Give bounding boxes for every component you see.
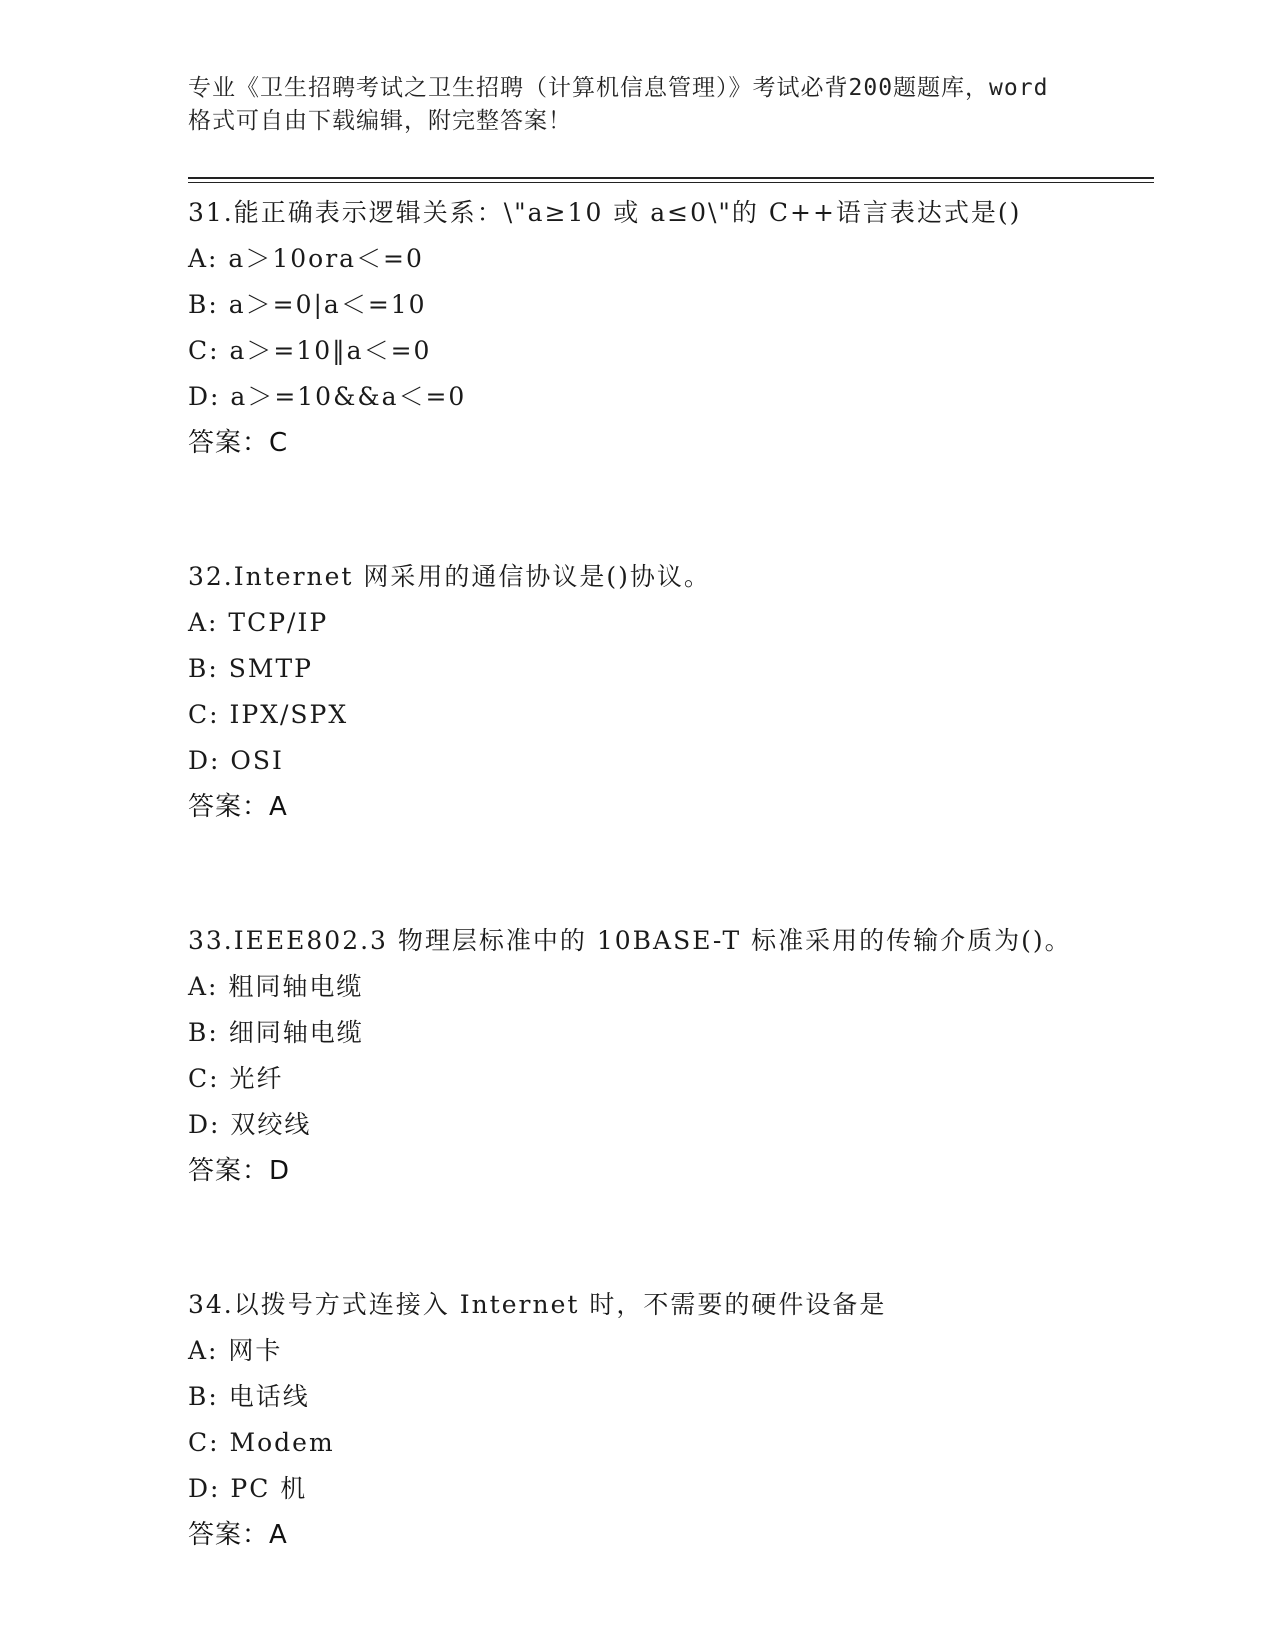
option-c: C: a＞=10‖a＜=0 bbox=[188, 336, 432, 365]
option-b: B: 电话线 bbox=[188, 1382, 310, 1411]
option-c: C: 光纤 bbox=[188, 1064, 284, 1093]
question-spacer bbox=[188, 1194, 1148, 1282]
question-stem: 32.Internet 网采用的通信协议是()协议。 bbox=[188, 562, 711, 591]
document-header bbox=[188, 72, 1088, 138]
option-a: A: 网卡 bbox=[188, 1336, 283, 1365]
header-divider-thin bbox=[188, 182, 1154, 183]
question-32 bbox=[188, 554, 1148, 830]
answer-line: 答案：D bbox=[188, 1156, 291, 1186]
question-stem: 34.以拨号方式连接入 Internet 时，不需要的硬件设备是 bbox=[188, 1290, 887, 1319]
option-d: D: OSI bbox=[188, 746, 284, 775]
question-34 bbox=[188, 1282, 1148, 1558]
option-d: D: PC 机 bbox=[188, 1474, 308, 1503]
answer-line: 答案：A bbox=[188, 1520, 288, 1550]
header-divider-thick bbox=[188, 177, 1154, 179]
option-c: C: IPX/SPX bbox=[188, 700, 349, 729]
answer-line: 答案：A bbox=[188, 792, 288, 822]
header-line-2: 格式可自由下载编辑，附完整答案！ bbox=[188, 108, 572, 134]
option-a: A: TCP/IP bbox=[188, 608, 329, 637]
option-d: D: a＞=10&&a＜=0 bbox=[188, 382, 467, 411]
option-d: D: 双绞线 bbox=[188, 1110, 312, 1139]
question-spacer bbox=[188, 830, 1148, 918]
option-a: A: 粗同轴电缆 bbox=[188, 972, 364, 1001]
option-a: A: a＞10ora＜=0 bbox=[188, 244, 424, 273]
option-c: C: Modem bbox=[188, 1428, 335, 1457]
option-b: B: 细同轴电缆 bbox=[188, 1018, 364, 1047]
header-line-1: 专业《卫生招聘考试之卫生招聘（计算机信息管理）》考试必背200题题库，word bbox=[188, 75, 1049, 101]
answer-line: 答案：C bbox=[188, 428, 289, 458]
question-stem: 31.能正确表示逻辑关系：\"a≥10 或 a≤0\"的 C++语言表达式是() bbox=[188, 198, 1022, 227]
question-31 bbox=[188, 190, 1148, 466]
question-spacer bbox=[188, 466, 1148, 554]
question-stem: 33.IEEE802.3 物理层标准中的 10BASE-T 标准采用的传输介质为()。 bbox=[188, 926, 1072, 955]
option-b: B: SMTP bbox=[188, 654, 313, 683]
option-b: B: a＞=0|a＜=10 bbox=[188, 290, 427, 319]
question-33 bbox=[188, 918, 1148, 1194]
question-list bbox=[188, 190, 1148, 1558]
